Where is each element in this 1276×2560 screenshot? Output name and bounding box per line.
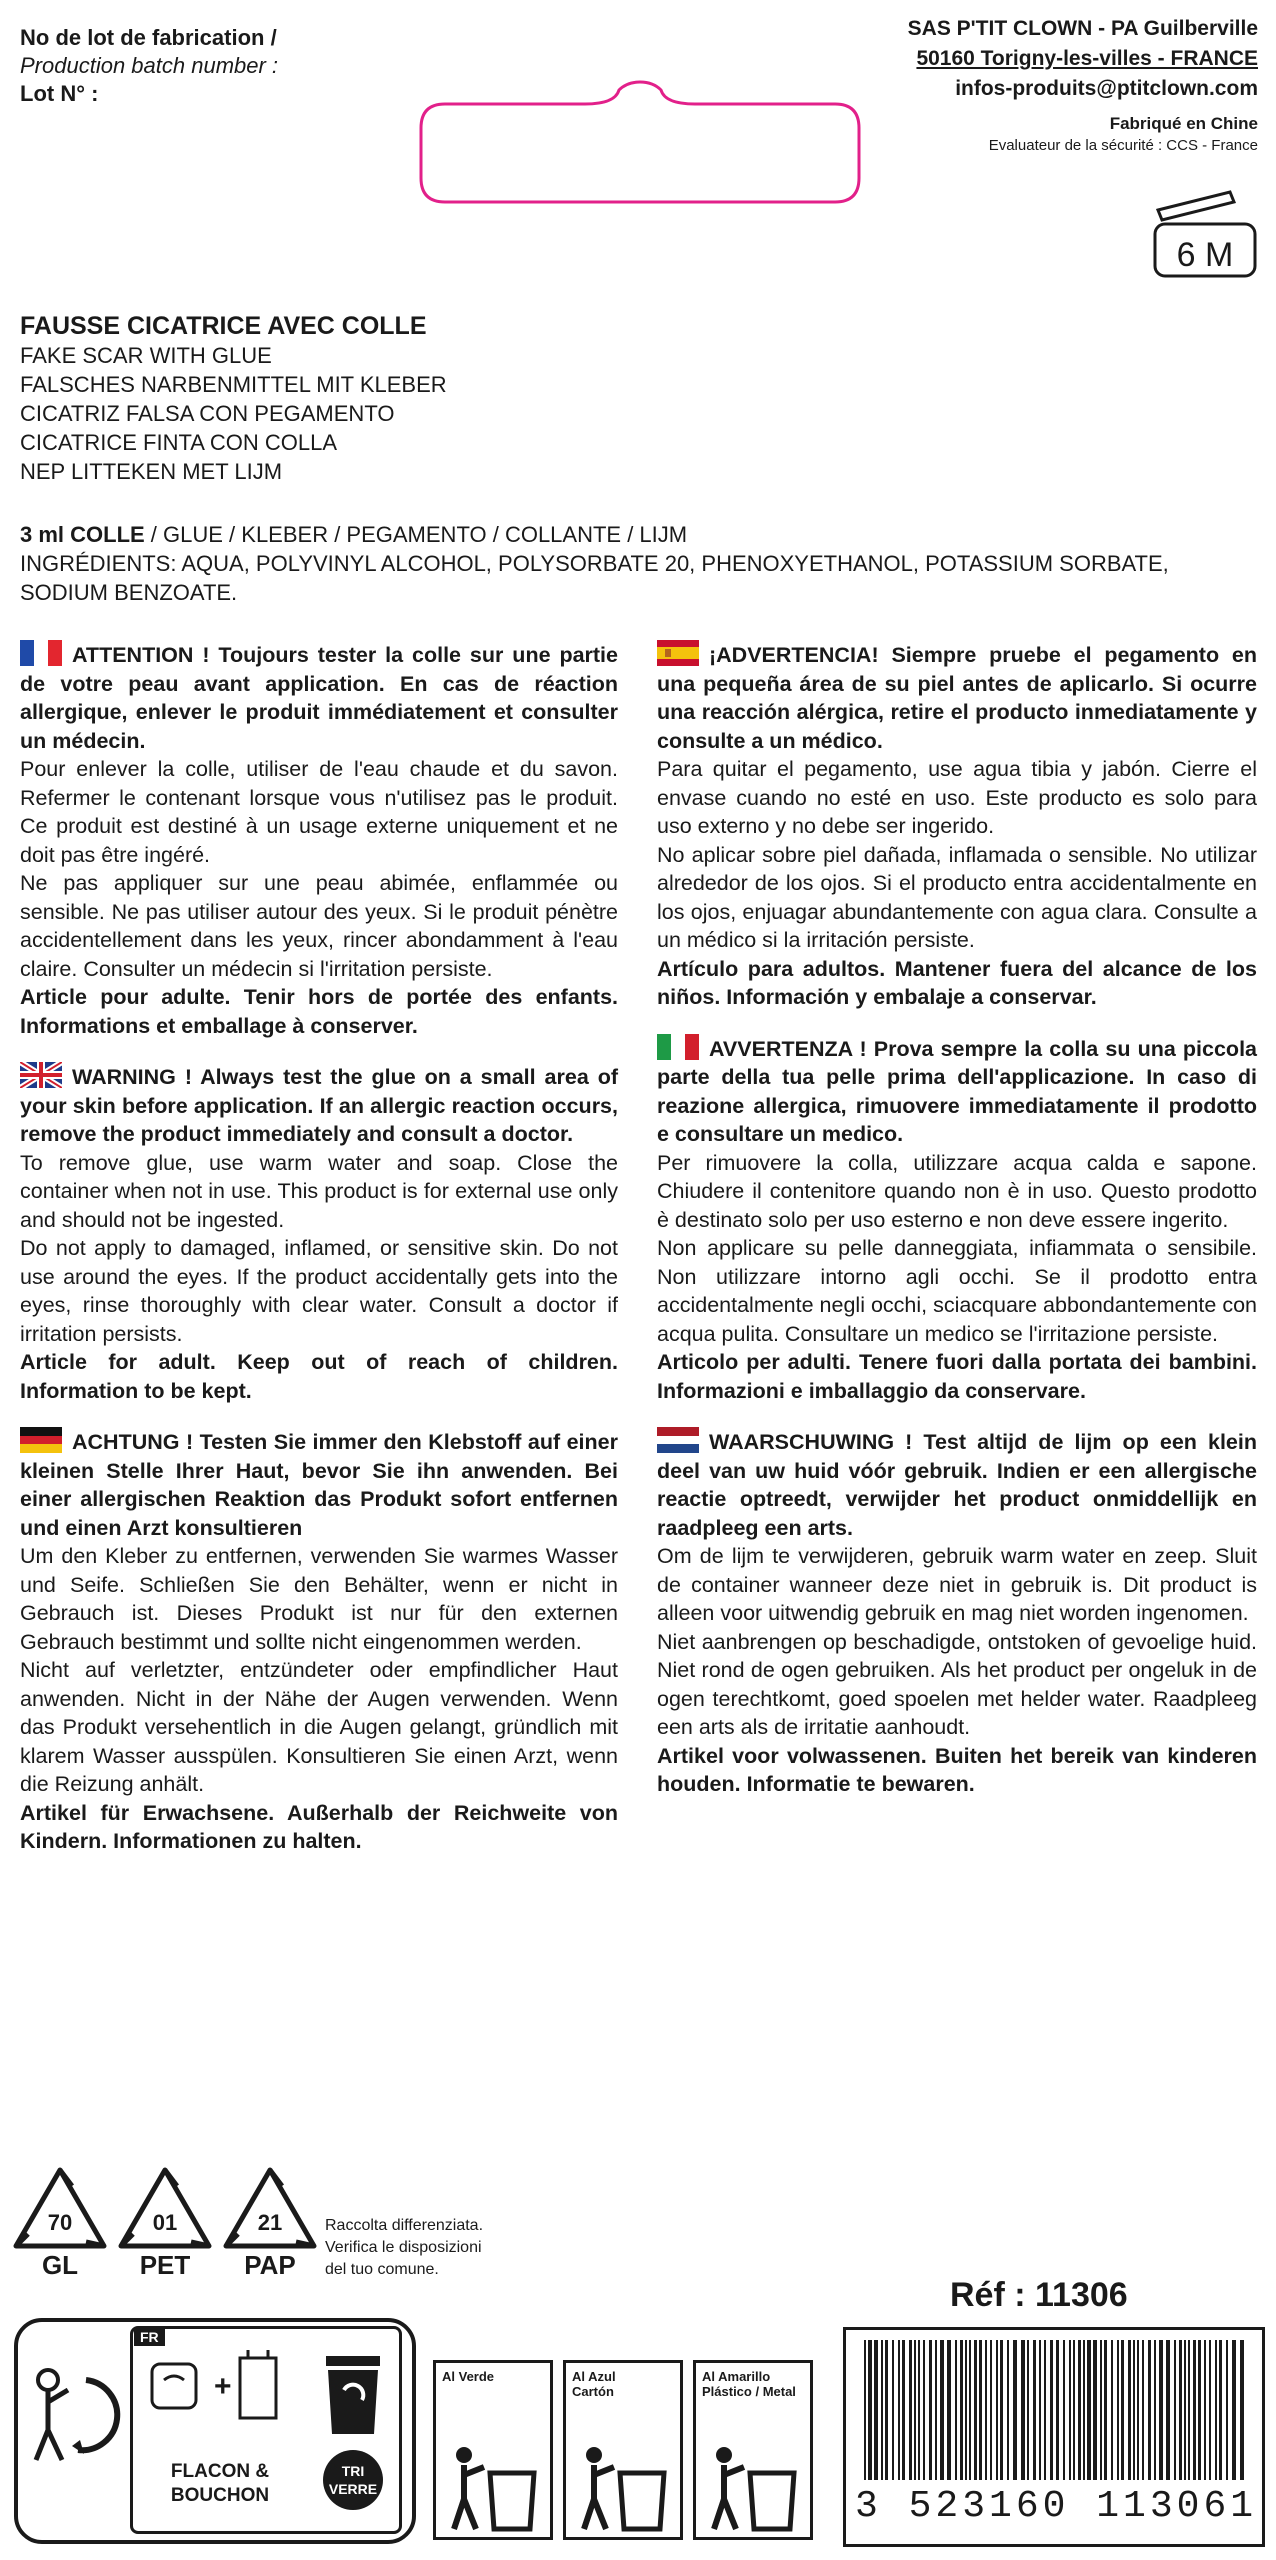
glass-sort-label-2: VERRE: [328, 2481, 378, 2497]
triman-icon: [28, 2360, 124, 2470]
warning-nl-foot: Artikel voor volwassenen. Buiten het bereik van kinderen houden. Informatie te bewaren.: [657, 1743, 1257, 1796]
barcode-bars: [860, 2340, 1252, 2480]
packaging-icons: [148, 2350, 308, 2440]
bin-blue: [563, 2360, 683, 2540]
hang-tab-outline: [415, 78, 865, 218]
barcode-bar: [1039, 2340, 1041, 2480]
product-name-es: CICATRIZ FALSA CON PEGAMENTO: [20, 401, 395, 426]
glass-bin-icon: [318, 2350, 388, 2520]
barcode-bar: [1159, 2340, 1163, 2480]
barcode-bar: [885, 2340, 888, 2480]
barcode-bar: [1021, 2340, 1025, 2480]
flag-netherlands-icon: [657, 1427, 699, 1453]
barcode-bar: [1128, 2340, 1131, 2480]
barcode-bar: [974, 2340, 977, 2480]
bin-green-label: Al Verde: [442, 2369, 495, 2384]
warning-es-head: ¡ADVERTENCIA! Siempre pruebe el pegamento en una pequeña área de su piel antes de aplicarlo. Si ocurre una reacción alérgica, retire el producto inmediatamente y consulte a un médico.: [657, 643, 1257, 753]
recycling-label-glass: GL: [41, 2250, 79, 2280]
barcode-bar: [1154, 2340, 1156, 2480]
barcode-bar: [1069, 2340, 1071, 2480]
collect-line-1: Raccolta differenziata.: [325, 2217, 484, 2234]
country-badge: FR: [134, 2328, 165, 2346]
company-name: SAS P'TIT CLOWN - PA Guilberville: [907, 17, 1258, 40]
warning-it-body2: Non applicare su pelle danneggiata, infiammata o sensibile. Non utilizzare intorno agli occhi. Se il prodotto entra accidentalmente negli occhi, sciacquare abbondantemente con acqua pulita. Consultare un medico se l'irritazione persiste.: [657, 1236, 1258, 1346]
warning-it-head: AVVERTENZA ! Prova sempre la colla su una piccola parte della tua pelle prima dell'applicazione. In caso di reazione allergica, rimuovere immediatamente il prodotto e consultare un medico.: [657, 1036, 1257, 1146]
made-in: Fabriqué en Chine: [1109, 114, 1258, 133]
warnings-left-column: [20, 640, 618, 1878]
flag-spain-icon: [657, 640, 699, 666]
barcode-bar: [909, 2340, 912, 2480]
warning-en: [20, 1062, 618, 1405]
warning-it-body1: Per rimuovere la colla, utilizzare acqua calda e sapone. Chiudere il contenitore quando non è in uso. Questo prodotto è destinato solo per uso esterno e non deve essere ingerito.: [657, 1150, 1257, 1232]
barcode-number: 3 523160 113061: [855, 2485, 1258, 2528]
bin-yellow-l1: Al Amarillo: [702, 2369, 771, 2384]
barcode-bar: [892, 2340, 894, 2480]
bin-yellow-label: [702, 2369, 796, 2399]
glue-quantity: 3 ml COLLE: [20, 522, 145, 547]
recycling-num-pet: 01: [152, 2210, 178, 2235]
barcode-bar: [1007, 2340, 1009, 2480]
barcode-bar: [1240, 2340, 1244, 2480]
product-names: [20, 312, 447, 486]
barcode-bar: [1087, 2340, 1091, 2480]
barcode-bar: [874, 2340, 878, 2480]
bottle-icon: [240, 2358, 276, 2418]
flacon-line-2: BOUCHON: [170, 2485, 270, 2506]
warning-nl: [657, 1427, 1257, 1799]
barcode-bar: [1063, 2340, 1065, 2480]
warning-fr: [20, 640, 618, 1040]
recycling-label-pet: PET: [139, 2250, 191, 2280]
barcode-bar: [881, 2340, 883, 2480]
barcode-bar: [1215, 2340, 1217, 2480]
barcode-bar: [1232, 2340, 1236, 2480]
separate-collection-note: [325, 2215, 483, 2281]
warning-en-body2: Do not apply to damaged, inflamed, or sensitive skin. Do not use around the eyes. If the product accidentally gets into the eyes, rinse thoroughly with clear water. Consult a doctor if irritation persists.: [20, 1236, 618, 1346]
warning-en-head: WARNING ! Always test the glue on a small area of your skin before application. If an allergic reaction occurs, remove the product immediately and consult a doctor.: [20, 1065, 618, 1146]
product-name-nl: NEP LITTEKEN MET LIJM: [20, 459, 283, 484]
lot-label: Lot N° :: [20, 81, 99, 106]
barcode-bar: [1198, 2340, 1201, 2480]
warning-nl-body2: Niet aanbrengen op beschadigde, ontstoken of gevoelige huid. Niet rond de ogen gebruiken. Als het product per ongeluk in de ogen terechtkomt, goed spoelen met helder water. Raadpleeg een arts als de irritatie aanhoudt.: [657, 1629, 1257, 1739]
glass-sort-label-1: TRI: [341, 2463, 365, 2479]
barcode-bar: [955, 2340, 957, 2480]
recycling-code-glass: [16, 2170, 104, 2280]
barcode-bar: [1121, 2340, 1124, 2480]
warning-de-head: ACHTUNG ! Testen Sie immer den Klebstoff auf einer kleinen Stelle Ihrer Haut, bevor Sie ihn anwenden. Bei einer allergischen Reaktion das Produkt sofort entfernen und einen Arzt konsultieren: [20, 1430, 618, 1540]
collect-line-2: Verifica le disposizioni: [325, 2239, 482, 2256]
svg-text:+: +: [214, 2370, 232, 2403]
flag-italy-icon: [657, 1034, 699, 1060]
barcode-bar: [996, 2340, 998, 2480]
barcode-bar: [1073, 2340, 1075, 2480]
warning-fr-foot: Article pour adulte. Tenir hors de portée des enfants. Informations et emballage à conserver.: [20, 985, 618, 1038]
barcode-bar: [965, 2340, 967, 2480]
product-name-en: FAKE SCAR WITH GLUE: [20, 343, 272, 368]
warning-de-body1: Um den Kleber zu entfernen, verwenden Sie warmes Wasser und Seife. Schließen Sie den Behälter, wenn er nicht in Gebrauch ist. Dieses Produkt ist nur für den externen Gebrauch bestimmt und sollte nicht eingenommen werden.: [20, 1544, 618, 1654]
barcode-bar: [1133, 2340, 1135, 2480]
packaging-type-label: [150, 2460, 290, 2508]
recycling-code-paper: [226, 2170, 314, 2280]
barcode-bar: [1083, 2340, 1085, 2480]
barcode-bar: [1111, 2340, 1113, 2480]
flacon-line-1: FLACON &: [170, 2461, 270, 2482]
bin-blue-icon: [580, 2443, 670, 2533]
barcode-bar: [918, 2340, 920, 2480]
barcode-bar: [1174, 2340, 1176, 2480]
barcode-bar: [1027, 2340, 1029, 2480]
recycling-label-paper: PAP: [244, 2250, 296, 2280]
barcode-bar: [1104, 2340, 1107, 2480]
warning-de-foot: Artikel für Erwachsene. Außerhalb der Reichweite von Kindern. Informationen zu halten.: [20, 1800, 618, 1853]
bin-yellow: [693, 2360, 813, 2540]
barcode-bar: [864, 2340, 866, 2480]
warning-fr-body1: Pour enlever la colle, utiliser de l'eau chaude et du savon. Refermer le contenant lorsque vous n'utilisez pas le produit. Ce produit est destiné à un usage externe uniquement et ne doit pas être ingéré.: [20, 757, 618, 867]
collect-line-3: del tuo comune.: [325, 2261, 439, 2278]
reference-number: Réf : 11306: [950, 2276, 1128, 2314]
company-block: [908, 14, 1258, 156]
recycling-codes: [0, 2160, 330, 2280]
barcode-bar: [947, 2340, 951, 2480]
glue-translations: / GLUE / KLEBER / PEGAMENTO / COLLANTE / LIJM: [144, 522, 688, 547]
barcode-bar: [1044, 2340, 1046, 2480]
warning-fr-head: ATTENTION ! Toujours tester la colle sur une partie de votre peau avant application. En cas de réaction allergique, enlever le produit immédiatement et consulter un médecin.: [20, 643, 618, 753]
barcode-bar: [1204, 2340, 1206, 2480]
barcode-bar: [1000, 2340, 1003, 2480]
safety-evaluator: Evaluateur de la sécurité : CCS - France: [988, 137, 1258, 154]
bin-blue-label: [572, 2369, 616, 2399]
batch-label-fr: No de lot de fabrication /: [20, 25, 277, 50]
warning-de: [20, 1427, 618, 1856]
barcode-bar: [990, 2340, 992, 2480]
barcode-bar: [960, 2340, 963, 2480]
recycling-num-paper: 21: [257, 2210, 283, 2235]
barcode-bar: [1193, 2340, 1196, 2480]
warning-es-foot: Artículo para adultos. Mantener fuera del alcance de los niños. Información y embalaje a conservar.: [657, 956, 1257, 1009]
barcode-bar: [985, 2340, 987, 2480]
ingredients: INGRÉDIENTS: AQUA, POLYVINYL ALCOHOL, POLYSORBATE 20, PHENOXYETHANOL, POTASSIUM SORBATE, SODIUM BENZOATE.: [20, 551, 1169, 605]
flag-germany-icon: [20, 1427, 62, 1453]
warning-it: [657, 1034, 1257, 1406]
barcode-bar: [969, 2340, 971, 2480]
barcode-bar: [1137, 2340, 1139, 2480]
barcode-bar: [898, 2340, 900, 2480]
warning-es-body1: Para quitar el pegamento, use agua tibia y jabón. Cierre el envase cuando no esté en uso. Este producto es solo para uso externo y no debe ser ingerido.: [657, 757, 1257, 838]
barcode-bar: [1093, 2340, 1097, 2480]
barcode-bar: [1226, 2340, 1228, 2480]
open-jar-icon: [1150, 190, 1260, 280]
company-email: infos-produits@ptitclown.com: [955, 77, 1258, 100]
warning-en-body1: To remove glue, use warm water and soap. Close the container when not in use. This product is for external use only and should not be ingested.: [20, 1150, 618, 1232]
product-title: FAUSSE CICATRICE AVEC COLLE: [20, 312, 427, 340]
age-label: 6 M: [1176, 236, 1234, 274]
product-name-it: CICATRICE FINTA CON COLLA: [20, 430, 338, 455]
bin-yellow-l2: Plástico / Metal: [702, 2384, 796, 2399]
barcode-bar: [935, 2340, 937, 2480]
warning-fr-body2: Ne pas appliquer sur une peau abimée, enflammée ou sensible. Ne pas utiliser autour des yeux. Si le produit pénètre accidentellement dans les yeux, rincer abondamment à l'eau claire. Consulter un médecin si l'irritation persiste.: [20, 871, 618, 981]
barcode-bar: [929, 2340, 932, 2480]
warning-es: [657, 640, 1257, 1012]
barcode-bar: [1188, 2340, 1190, 2480]
barcode-bar: [1184, 2340, 1186, 2480]
warning-en-foot: Article for adult. Keep out of reach of children. Information to be kept.: [20, 1350, 618, 1403]
recycling-code-pet: [121, 2170, 209, 2280]
barcode-bar: [940, 2340, 944, 2480]
barcode-bar: [1100, 2340, 1102, 2480]
glue-ingredients: [20, 520, 1260, 607]
barcode-bar: [1013, 2340, 1017, 2480]
batch-number-block: [20, 24, 278, 108]
barcode-bar: [1078, 2340, 1081, 2480]
cap-icon: [152, 2364, 196, 2408]
recycling-num-glass: 70: [47, 2210, 73, 2235]
company-address: 50160 Torigny-les-villes - FRANCE: [916, 47, 1258, 70]
barcode-bar: [979, 2340, 982, 2480]
warnings-right-column: [657, 640, 1257, 1821]
barcode-bar: [923, 2340, 925, 2480]
warning-nl-head: WAARSCHUWING ! Test altijd de lijm op een klein deel van uw huid vóór gebruik. Indien er een allergische reactie optreedt, verwijder het product onmiddellijk en raadpleeg een arts.: [657, 1430, 1257, 1540]
bin-blue-l1: Al Azul: [572, 2369, 616, 2384]
flag-uk-icon: [20, 1062, 62, 1088]
bin-green: [433, 2360, 553, 2540]
product-name-de: FALSCHES NARBENMITTEL MIT KLEBER: [20, 372, 447, 397]
barcode-bar: [1179, 2340, 1182, 2480]
barcode-bar: [868, 2340, 872, 2480]
barcode-bar: [1142, 2340, 1144, 2480]
bin-green-icon: [450, 2443, 540, 2533]
bin-blue-l2: Cartón: [572, 2384, 614, 2399]
bin-yellow-icon: [710, 2443, 800, 2533]
barcode-bar: [1209, 2340, 1211, 2480]
barcode-bar: [1148, 2340, 1151, 2480]
barcode-bar: [1166, 2340, 1170, 2480]
warning-nl-body1: Om de lijm te verwijderen, gebruik warm water en zeep. Sluit de container wanneer deze niet in gebruik is. Dit product is alleen voor uitwendig gebruik en mag niet worden ingenomen.: [657, 1544, 1257, 1625]
warning-it-foot: Articolo per adulti. Tenere fuori dalla portata dei bambini. Informazioni e imballaggio da conservare.: [657, 1350, 1257, 1403]
barcode-bar: [902, 2340, 905, 2480]
barcode-bar: [1117, 2340, 1119, 2480]
warning-es-body2: No aplicar sobre piel dañada, inflamada o sensible. No utilizar alrededor de los ojos. Si el producto entra accidentalmente en los ojos, enjuagar abundantemente con agua clara. Consulte a un médico si la irritación persiste.: [657, 842, 1257, 952]
barcode-bar: [1056, 2340, 1059, 2480]
barcode-bar: [1033, 2340, 1036, 2480]
barcode-bar: [914, 2340, 916, 2480]
flag-france-icon: [20, 640, 62, 666]
warning-de-body2: Nicht auf verletzter, entzündeter oder empfindlicher Haut anwenden. Nicht in der Nähe der Augen verwenden. Wenn das Produkt versehentlich in die Augen gelangt, gründlich mit klarem Wasser ausspülen. Konsultieren Sie einen Arzt, wenn die Reizung anhält.: [20, 1658, 618, 1796]
barcode-bar: [1219, 2340, 1222, 2480]
batch-label-en: Production batch number :: [20, 53, 279, 78]
barcode-bar: [1050, 2340, 1053, 2480]
